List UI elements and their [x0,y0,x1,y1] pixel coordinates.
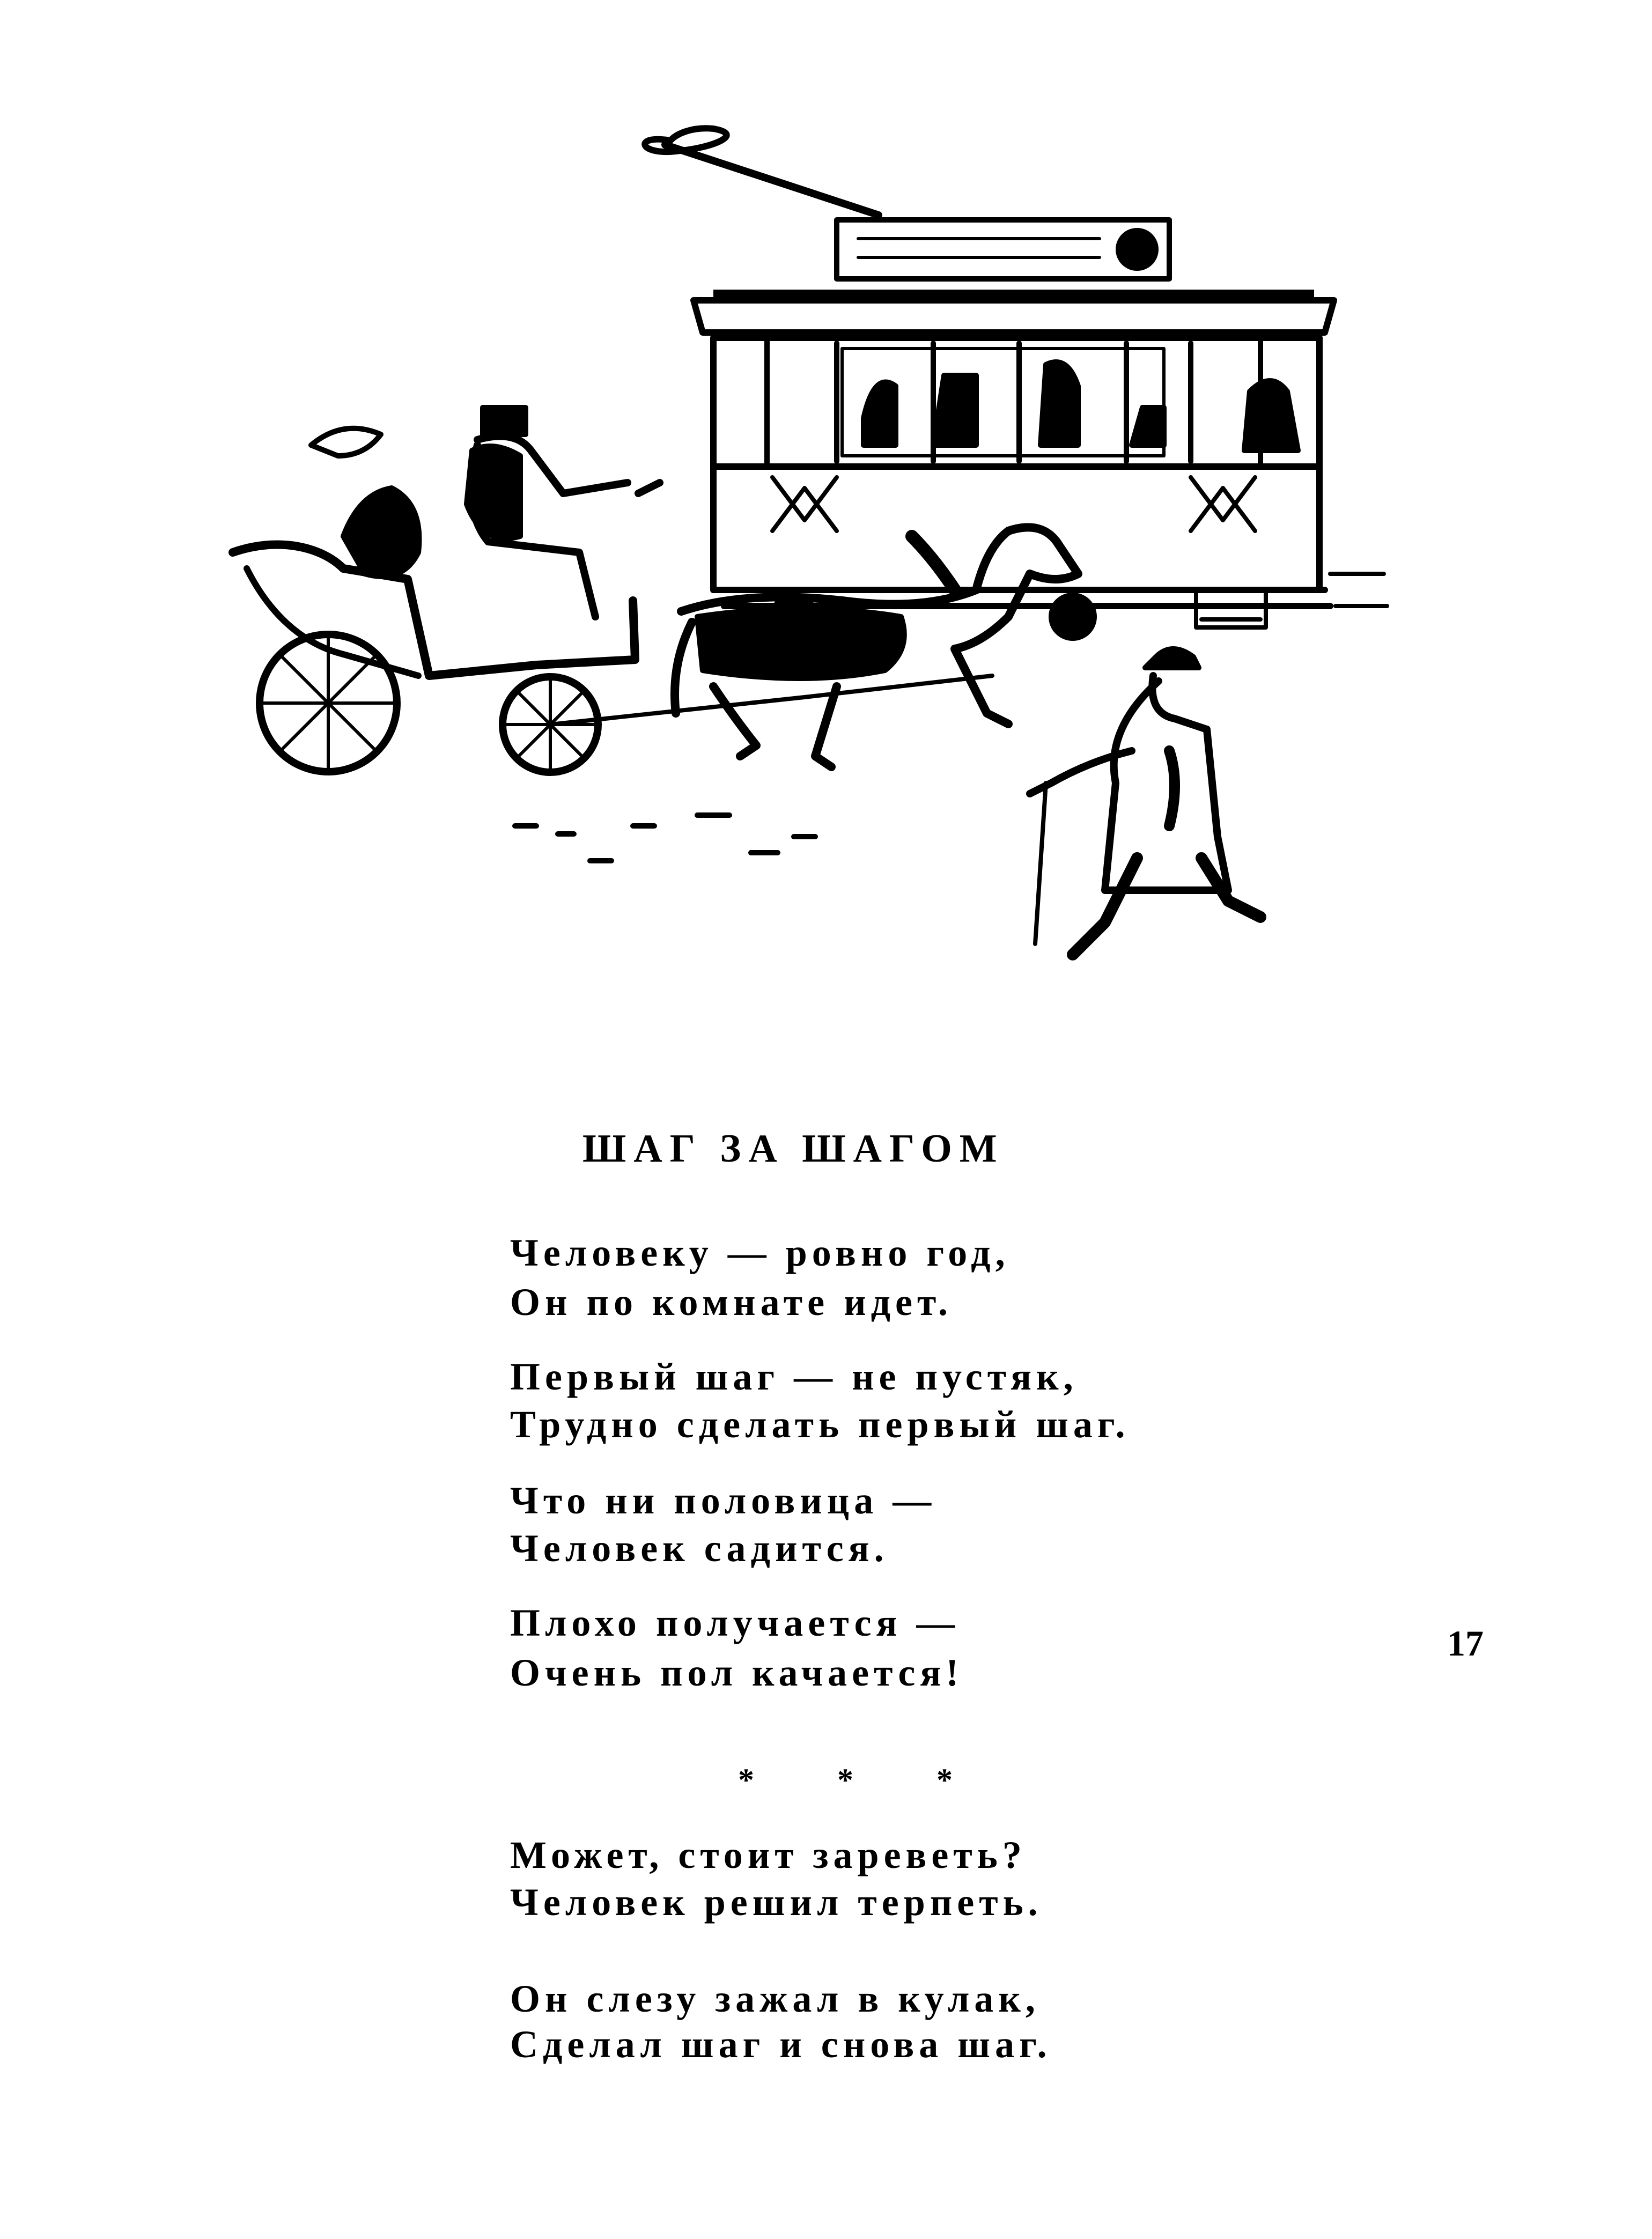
poem-line: Что ни половица — [510,1479,936,1522]
poem-line: Трудно сделать первый шаг. [510,1403,1130,1446]
tram-and-carriage-illustration [0,0,1652,1019]
poem-line: Первый шаг — не пустяк, [510,1355,1078,1398]
poem-line: Сделал шаг и снова шаг. [510,2023,1052,2066]
poem-line: Человеку — ровно год, [510,1231,1010,1274]
poem-line: Он по комнате идет. [510,1281,953,1324]
poem-line: Он слезу зажал в кулак, [510,1977,1040,2020]
poem-line: Человек решил терпеть. [510,1881,1043,1924]
walking-man-drawing [1030,649,1260,955]
poem-line: Плохо получается — [510,1601,960,1644]
stanza-separator: * * * [738,1762,990,1798]
poem-line: Человек садится. [510,1527,889,1570]
poem-line: Может, стоит зареветь? [510,1834,1027,1876]
ground-dashes [515,815,815,861]
poem-title: ШАГ ЗА ШАГОМ [582,1127,1005,1171]
tram-drawing [645,128,1387,638]
poem-line: Очень пол качается! [510,1651,964,1694]
horse-drawing [675,527,1078,767]
page-number: 17 [1447,1623,1484,1664]
